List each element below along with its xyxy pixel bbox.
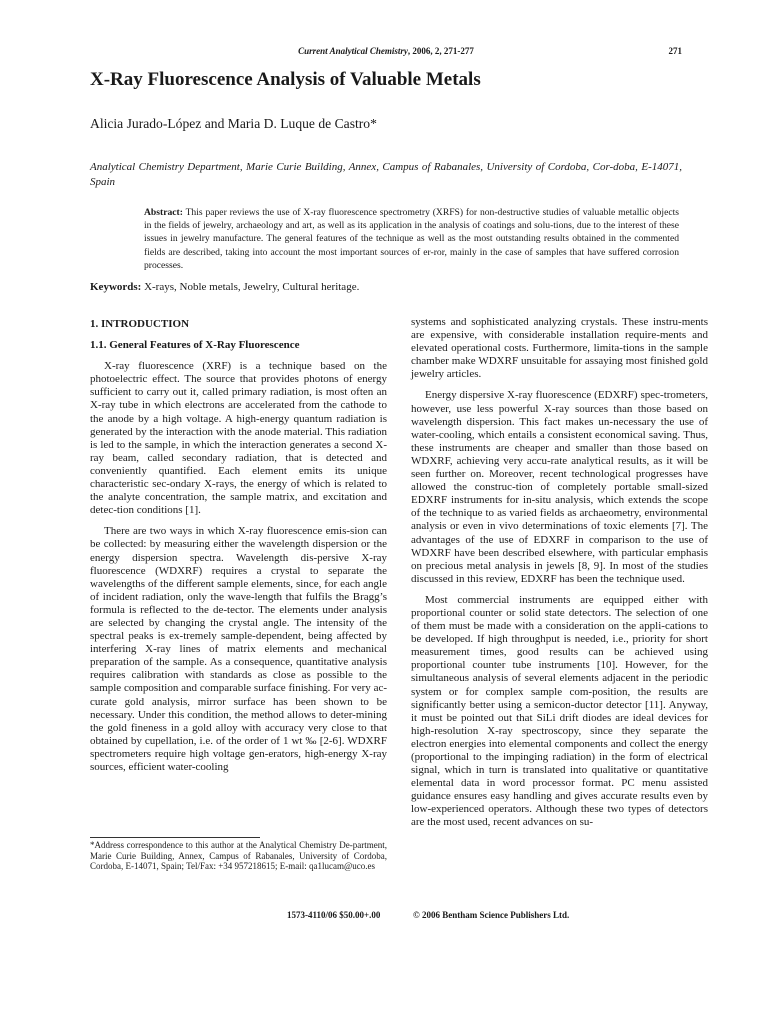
footnote-divider	[90, 837, 260, 838]
abstract-label: Abstract:	[144, 207, 183, 218]
keywords-text: X-rays, Noble metals, Jewelry, Cultural heritage.	[141, 281, 360, 293]
subsection-heading: 1.1. General Features of X-Ray Fluorescence	[90, 339, 300, 352]
keywords	[90, 280, 682, 294]
journal-volume-pages: , 2006, 2, 271-277	[407, 46, 474, 56]
copyright-notice: © 2006 Bentham Science Publishers Ltd.	[413, 910, 570, 920]
body-paragraph: X-ray fluorescence (XRF) is a technique based on the photoelectric effect. The source that provides photons of energy sufficient to carry out it, called primary radiation, is most often an X-ray tube in which electrons are accelerated from the cathode to the anode by a high voltage. A high-energy quantum radiation is generated by the interaction with the anode material. This radiation is led to the sample, in which the interaction generates a second X-ray beam, called secondary radiation, that is detected and conveniently quantified. Each element emits its unique characteristic sec-ondary X-rays, the energy of which is related to the analyte concentration, the sample matrix, and excitation and detec-tion conditions [1].	[90, 360, 387, 517]
correspondence-footnote: *Address correspondence to this author at the Analytical Chemistry De-partment, Marie Curie Building, Annex, Campus of Rabanales, University of Cordoba, Cordoba, E-14071, Spain; Tel/Fax: +34 957218615; E-mail: qa1lucam@uco.es	[90, 840, 387, 872]
section-heading: 1. INTRODUCTION	[90, 318, 190, 330]
affiliation: Analytical Chemistry Department, Marie Curie Building, Annex, Campus of Rabanales, University of Cordoba, Cor-doba, E-14071, Spain	[90, 161, 682, 188]
journal-citation	[90, 46, 682, 56]
abstract-text: This paper reviews the use of X-ray fluorescence spectrometry (XRFS) for non-destructive studies of valuable metallic objects in the fields of jewelry, archaeology and art, as well as its application in the analysis of coatings and solu-tions, due to the interest of these issues in jewelry manufacture. The general features of the technique as well as the most outstanding results obtained in the commented fields are described, taking into account the most important sources of er-ror, mainly in the case of samples that have suffered corrosion processes.	[144, 207, 679, 271]
running-head	[90, 46, 682, 60]
keywords-label: Keywords:	[90, 281, 142, 293]
author-list: Alicia Jurado-López and Maria D. Luque de Castro*	[90, 116, 377, 131]
left-column	[90, 316, 387, 782]
paper-title: X-Ray Fluorescence Analysis of Valuable Metals	[90, 69, 481, 90]
page-number: 271	[668, 46, 682, 56]
journal-name: Current Analytical Chemistry	[298, 46, 408, 56]
right-column	[411, 316, 708, 838]
body-paragraph: Energy dispersive X-ray fluorescence (EDXRF) spec-trometers, however, use less powerful X-ray sources than those based on wavelength dispersion. This fact makes un-necessary the use of water-cooling, which entails a consistent economical saving. Thus, these instruments are cheaper and smaller than those based on WDXRF, achieving very accu-rate analytical results, as it will be seen further on. Moreover, recent technological progresses have allowed the construc-tion of completely portable small-sized EDXRF instruments for in-situ analysis, which extends the scope of the technique to as varied fields as archaeometry, environmental analysis or even in vivo determinations of toxic elements [7]. The advantages of the use of EDXRF in comparison to the use of WDXRF have been described elsewhere, with particular emphasis on precious metal analysis in jewels [8, 9]. In most of the studies discussed in this review, EDXRF has been the technique used.	[411, 389, 708, 585]
body-paragraph: There are two ways in which X-ray fluorescence emis-sion can be collected: by measuring either the wavelength dispersion or the energy dispersion spectra. Wavelength dis-persive X-ray fluorescence (WDXRF) requires a crystal to separate the wavelengths of the different sample elements, since, for each angle of incident radiation, only the wave-length that fulfils the Bragg’s formula is reflected to the de-tector. The elements under analysis are selected by changing the crystal angle. The intensity of the spectral peaks is ex-tremely sample-dependent, being affected by interfering X-ray lines of matrix elements and mechanical preparation of the sample. As a consequence, quantitative analysis requires calibration with standards as close as possible to the sample composition and comparable surface finishing. For very ac-curate gold analysis, mirror surface has been shown to be necessary. Under this condition, the method allows to deter-mining the gold fineness in a gold alloy with accuracy very close to that obtained by cupellation, i.e. of the order of 1 wt ‰ [2-6]. WDXRF spectrometers require high voltage gen-erators, high-energy X-ray sources, efficient water-cooling	[90, 525, 387, 773]
issn-price: 1573-4110/06 $50.00+.00	[287, 910, 381, 920]
body-paragraph: systems and sophisticated analyzing crystals. These instru-ments are expensive, with considerable installation require-ments and elevated operational costs. Furthermore, limita-tions in the sample chamber make WDXRF unsuitable for assaying most finished gold jewelry articles.	[411, 316, 708, 381]
body-paragraph: Most commercial instruments are equipped either with proportional counter or solid state detectors. The selection of one of them must be made with a consideration on the appli-cations to be developed. If high throughput is needed, i.e., priority for short measurement times, good results can be achieved using proportional counter tube instruments [10]. However, for the simultaneous analysis of several elements adjacent in the periodic system or for complex sample com-position, the results are significantly better using a semicon-ductor detector [11]. Anyway, it must be pointed out that SiLi drift diodes are ideal devices for high-resolution X-ray spectroscopy, since they separate the electron energies into elemental components and collect the energy (proportional to the impinging radiation) in the form of electrical signal, which in turn is translated into qualitative or quantitative elemental data in word processor format. PC menu assisted guidance ensures easy handling and gives accurate results even by low-experienced operators. Although these two types of detectors are the most used, recent advances on su-	[411, 593, 708, 829]
abstract	[144, 206, 679, 272]
